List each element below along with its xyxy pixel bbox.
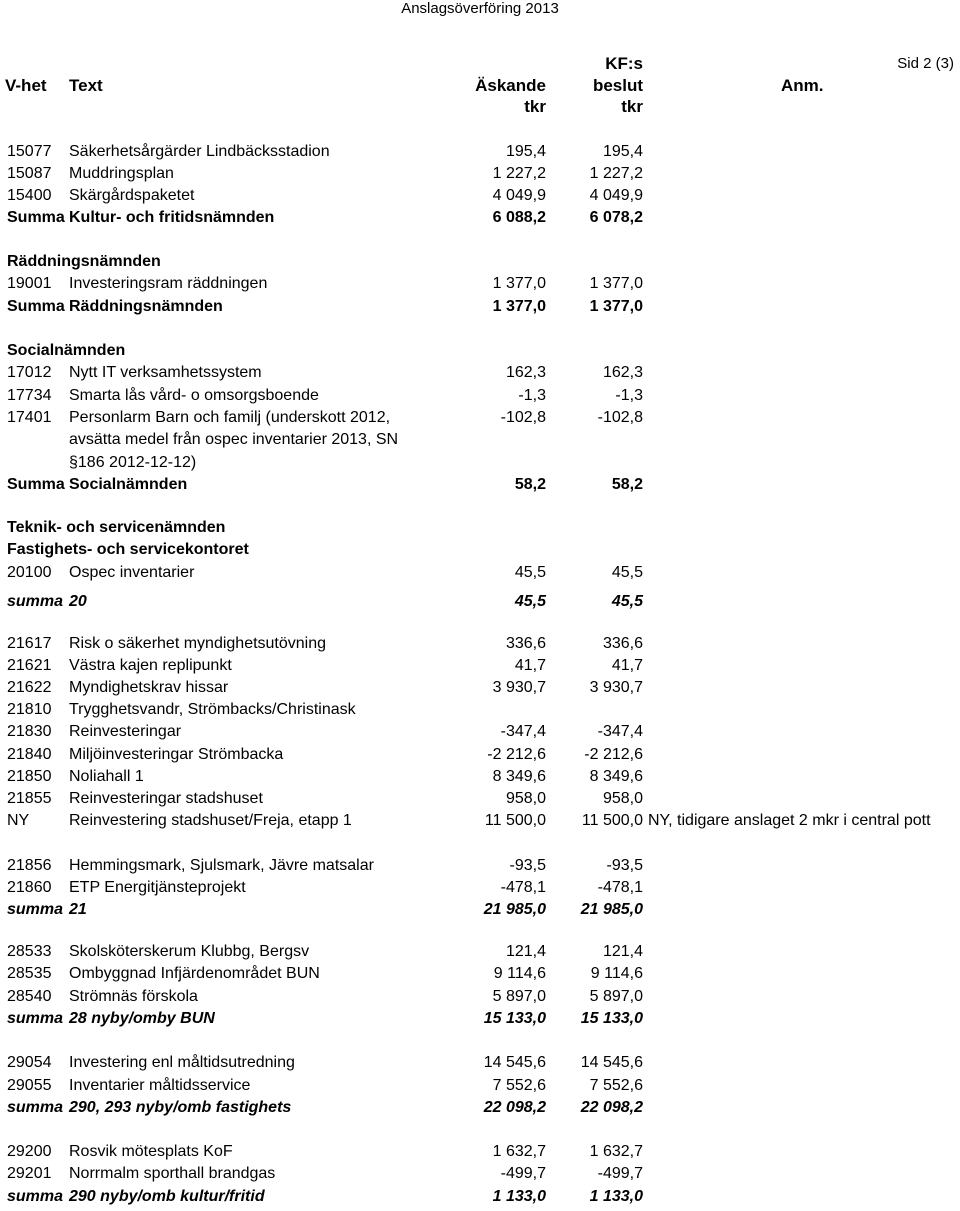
row-id: summa [7, 1188, 64, 1205]
row-text: Noliahall 1 [69, 768, 144, 785]
section-title: Fastighets- och servicekontoret [7, 541, 249, 558]
ks-beslut-value: 1 377,0 [589, 298, 643, 315]
section-heading [0, 517, 960, 539]
row-id: 21856 [7, 857, 52, 874]
askande-value: -2 212,6 [487, 746, 546, 763]
section-title: Räddningsnämnden [7, 253, 161, 270]
ks-beslut-value: 45,5 [611, 564, 643, 581]
askande-value: 162,3 [505, 364, 546, 381]
ks-beslut-value: -93,5 [606, 857, 643, 874]
row-text: 20 [69, 593, 87, 610]
row-text: Personlarm Barn och familj (underskott 2012, [69, 409, 391, 426]
row-text: Reinvestering stadshuset/Freja, etapp 1 [69, 812, 352, 829]
askande-value: 1 377,0 [492, 298, 546, 315]
row-id: summa [7, 593, 64, 610]
row-text: Muddringsplan [69, 165, 174, 182]
ks-beslut-value: 121,4 [602, 943, 643, 960]
row-text: Socialnämnden [69, 476, 188, 493]
ks-beslut-value: -499,7 [597, 1165, 643, 1182]
row-id: summa [7, 1099, 64, 1116]
page-number: Sid 2 (3) [897, 55, 954, 72]
row-id: 21830 [7, 723, 52, 740]
ks-beslut-value: 41,7 [611, 657, 643, 674]
row-text: Trygghetsvandr, Strömbacks/Christinask [69, 701, 356, 718]
askande-value: 1 227,2 [492, 165, 546, 182]
ks-beslut-value: 8 349,6 [589, 768, 643, 785]
table-row [0, 185, 960, 207]
header-askande: Äskande [475, 76, 546, 95]
row-text: §186 2012-12-12) [69, 454, 197, 471]
askande-value: -347,4 [500, 723, 546, 740]
row-text: 290, 293 nyby/omb fastighets [69, 1099, 292, 1116]
ks-beslut-value: 15 133,0 [580, 1010, 643, 1027]
askande-value: 121,4 [505, 943, 546, 960]
ks-beslut-value: 336,6 [602, 635, 643, 652]
askande-value: 8 349,6 [492, 768, 546, 785]
row-text: Miljöinvesteringar Strömbacka [69, 746, 284, 763]
askande-value: -478,1 [500, 879, 546, 896]
table-row [0, 986, 960, 1008]
askande-value: 7 552,6 [492, 1077, 546, 1094]
row-text: 28 nyby/omby BUN [69, 1010, 215, 1027]
document-title: Anslagsöverföring 2013 [401, 0, 559, 17]
row-text: 290 nyby/omb kultur/fritid [69, 1188, 265, 1205]
header-text: Text [69, 76, 103, 95]
header-ks-line1: KF:s [605, 54, 643, 73]
table-row [0, 855, 960, 877]
row-id: 20100 [7, 564, 52, 581]
row-text: Nytt IT verksamhetssystem [69, 364, 262, 381]
table-row [0, 385, 960, 407]
ks-beslut-value: 195,4 [602, 143, 643, 160]
row-id: 21860 [7, 879, 52, 896]
table-row [0, 633, 960, 655]
row-id: summa [7, 901, 64, 918]
table-row [0, 141, 960, 163]
askande-value: 58,2 [514, 476, 546, 493]
askande-value: 21 985,0 [483, 901, 546, 918]
table-row [0, 699, 960, 721]
table-row [0, 963, 960, 985]
row-text: Reinvesteringar [69, 723, 182, 740]
summary-row [0, 1008, 960, 1030]
askande-value: 45,5 [514, 593, 546, 610]
row-id: 29055 [7, 1077, 52, 1094]
table-row [0, 362, 960, 384]
ks-beslut-value: -102,8 [597, 409, 643, 426]
table-row [0, 941, 960, 963]
section-heading [0, 251, 960, 273]
row-id: 29201 [7, 1165, 52, 1182]
askande-value: -1,3 [518, 387, 546, 404]
askande-value: 3 930,7 [492, 679, 546, 696]
row-text: Norrmalm sporthall brandgas [69, 1165, 276, 1182]
row-id: 21840 [7, 746, 52, 763]
row-id: 28540 [7, 988, 52, 1005]
table-row [0, 655, 960, 677]
askande-value: 1 632,7 [492, 1143, 546, 1160]
row-id: 28535 [7, 965, 52, 982]
row-id: Summa [7, 298, 65, 315]
table-row [0, 562, 960, 584]
row-id: Summa [7, 209, 65, 226]
header-ks-line2: beslut [592, 76, 643, 95]
ks-beslut-value: -347,4 [597, 723, 643, 740]
table-row [0, 407, 960, 429]
row-id: 17401 [7, 409, 52, 426]
row-text: Skolsköterskerum Klubbg, Bergsv [69, 943, 310, 960]
row-text: Ombyggnad Infjärdenområdet BUN [69, 965, 320, 982]
row-text: Västra kajen replipunkt [69, 657, 232, 674]
ks-beslut-value: 58,2 [611, 476, 643, 493]
askande-value: 5 897,0 [492, 988, 546, 1005]
askande-value: 336,6 [505, 635, 546, 652]
table-row [0, 744, 960, 766]
ks-beslut-value: 6 078,2 [589, 209, 643, 226]
row-text: Investeringsram räddningen [69, 275, 268, 292]
row-text: Skärgårdspaketet [69, 187, 195, 204]
summary-row [0, 591, 960, 613]
summary-row [0, 296, 960, 318]
askande-value: 195,4 [505, 143, 546, 160]
row-text: Kultur- och fritidsnämnden [69, 209, 275, 226]
header-askande-unit: tkr [524, 97, 546, 116]
table-row [0, 429, 960, 451]
table-row [0, 273, 960, 295]
row-id: 21850 [7, 768, 52, 785]
ks-beslut-value: 5 897,0 [589, 988, 643, 1005]
row-id: 21622 [7, 679, 52, 696]
row-id: 29054 [7, 1054, 52, 1071]
row-id: 21621 [7, 657, 52, 674]
row-id: 21617 [7, 635, 52, 652]
row-text: Rosvik mötesplats KoF [69, 1143, 233, 1160]
section-heading [0, 340, 960, 362]
row-text: Myndighetskrav hissar [69, 679, 229, 696]
ks-beslut-value: -478,1 [597, 879, 643, 896]
table-row [0, 810, 960, 832]
table-row [0, 721, 960, 743]
row-id: NY [7, 812, 30, 829]
row-id: 21810 [7, 701, 52, 718]
table-row [0, 677, 960, 699]
ks-beslut-value: 14 545,6 [580, 1054, 643, 1071]
askande-value: 41,7 [514, 657, 546, 674]
row-text: Strömnäs förskola [69, 988, 198, 1005]
ks-beslut-value: -1,3 [615, 387, 643, 404]
section-title: Socialnämnden [7, 342, 126, 359]
askande-value: 22 098,2 [483, 1099, 546, 1116]
row-text: Smarta lås vård- o omsorgsboende [69, 387, 319, 404]
row-text: Säkerhetsårgärder Lindbäcksstadion [69, 143, 330, 160]
askande-value: 11 500,0 [484, 812, 546, 829]
row-id: Summa [7, 476, 65, 493]
ks-beslut-value: 45,5 [611, 593, 643, 610]
row-id: 21855 [7, 790, 52, 807]
row-text: 21 [69, 901, 87, 918]
header-anm: Anm. [781, 76, 824, 95]
table-row [0, 163, 960, 185]
ks-beslut-value: 11 500,0 [581, 812, 643, 829]
ks-beslut-value: 22 098,2 [580, 1099, 643, 1116]
row-id: 15400 [7, 187, 52, 204]
ks-beslut-value: 3 930,7 [589, 679, 643, 696]
row-text: Räddningsnämnden [69, 298, 223, 315]
row-text: avsätta medel från ospec inventarier 2013, SN [69, 431, 399, 448]
ks-beslut-value: 9 114,6 [590, 965, 643, 982]
row-text: ETP Energitjänsteprojekt [69, 879, 246, 896]
askande-value: 1 377,0 [492, 275, 546, 292]
ks-beslut-value: 1 377,0 [589, 275, 643, 292]
row-id: 19001 [7, 275, 52, 292]
askande-value: 15 133,0 [483, 1010, 546, 1027]
ks-beslut-value: 1 227,2 [589, 165, 643, 182]
summary-row [0, 474, 960, 496]
askande-value: 9 114,6 [493, 965, 546, 982]
section-title: Teknik- och servicenämnden [7, 519, 226, 536]
table-row [0, 877, 960, 899]
header-vhet: V-het [5, 76, 47, 95]
summary-row [0, 1186, 960, 1208]
row-id: 17734 [7, 387, 52, 404]
askande-value: 14 545,6 [483, 1054, 546, 1071]
ks-beslut-value: 162,3 [602, 364, 643, 381]
ks-beslut-value: 4 049,9 [589, 187, 643, 204]
ks-beslut-value: 958,0 [602, 790, 643, 807]
row-text: Risk o säkerhet myndighetsutövning [69, 635, 327, 652]
row-id: 29200 [7, 1143, 52, 1160]
row-id: 17012 [7, 364, 52, 381]
askande-value: 4 049,9 [492, 187, 546, 204]
askande-value: 6 088,2 [492, 209, 546, 226]
row-text: Inventarier måltidsservice [69, 1077, 251, 1094]
row-id: 15087 [7, 165, 52, 182]
askande-value: -102,8 [500, 409, 546, 426]
table-row [0, 1163, 960, 1185]
askande-value: -93,5 [509, 857, 546, 874]
ks-beslut-value: 1 133,0 [589, 1188, 643, 1205]
table-row [0, 1075, 960, 1097]
askande-value: 958,0 [505, 790, 546, 807]
section-heading [0, 539, 960, 561]
row-text: Reinvesteringar stadshuset [69, 790, 263, 807]
row-id: summa [7, 1010, 64, 1027]
row-note: NY, tidigare anslaget 2 mkr i central pott [648, 812, 931, 829]
summary-row [0, 899, 960, 921]
row-id: 28533 [7, 943, 52, 960]
table-row [0, 452, 960, 474]
ks-beslut-value: 1 632,7 [589, 1143, 643, 1160]
table-row [0, 1052, 960, 1074]
summary-row [0, 1097, 960, 1119]
askande-value: -499,7 [500, 1165, 546, 1182]
ks-beslut-value: -2 212,6 [584, 746, 643, 763]
table-row [0, 766, 960, 788]
askande-value: 1 133,0 [492, 1188, 546, 1205]
row-id: 15077 [7, 143, 52, 160]
ks-beslut-value: 21 985,0 [580, 901, 643, 918]
row-text: Ospec inventarier [69, 564, 195, 581]
summary-row [0, 207, 960, 229]
row-text: Investering enl måltidsutredning [69, 1054, 295, 1071]
askande-value: 45,5 [514, 564, 546, 581]
table-row [0, 1141, 960, 1163]
row-text: Hemmingsmark, Sjulsmark, Jävre matsalar [69, 857, 374, 874]
header-ks-unit: tkr [621, 97, 643, 116]
ks-beslut-value: 7 552,6 [589, 1077, 643, 1094]
table-row [0, 788, 960, 810]
